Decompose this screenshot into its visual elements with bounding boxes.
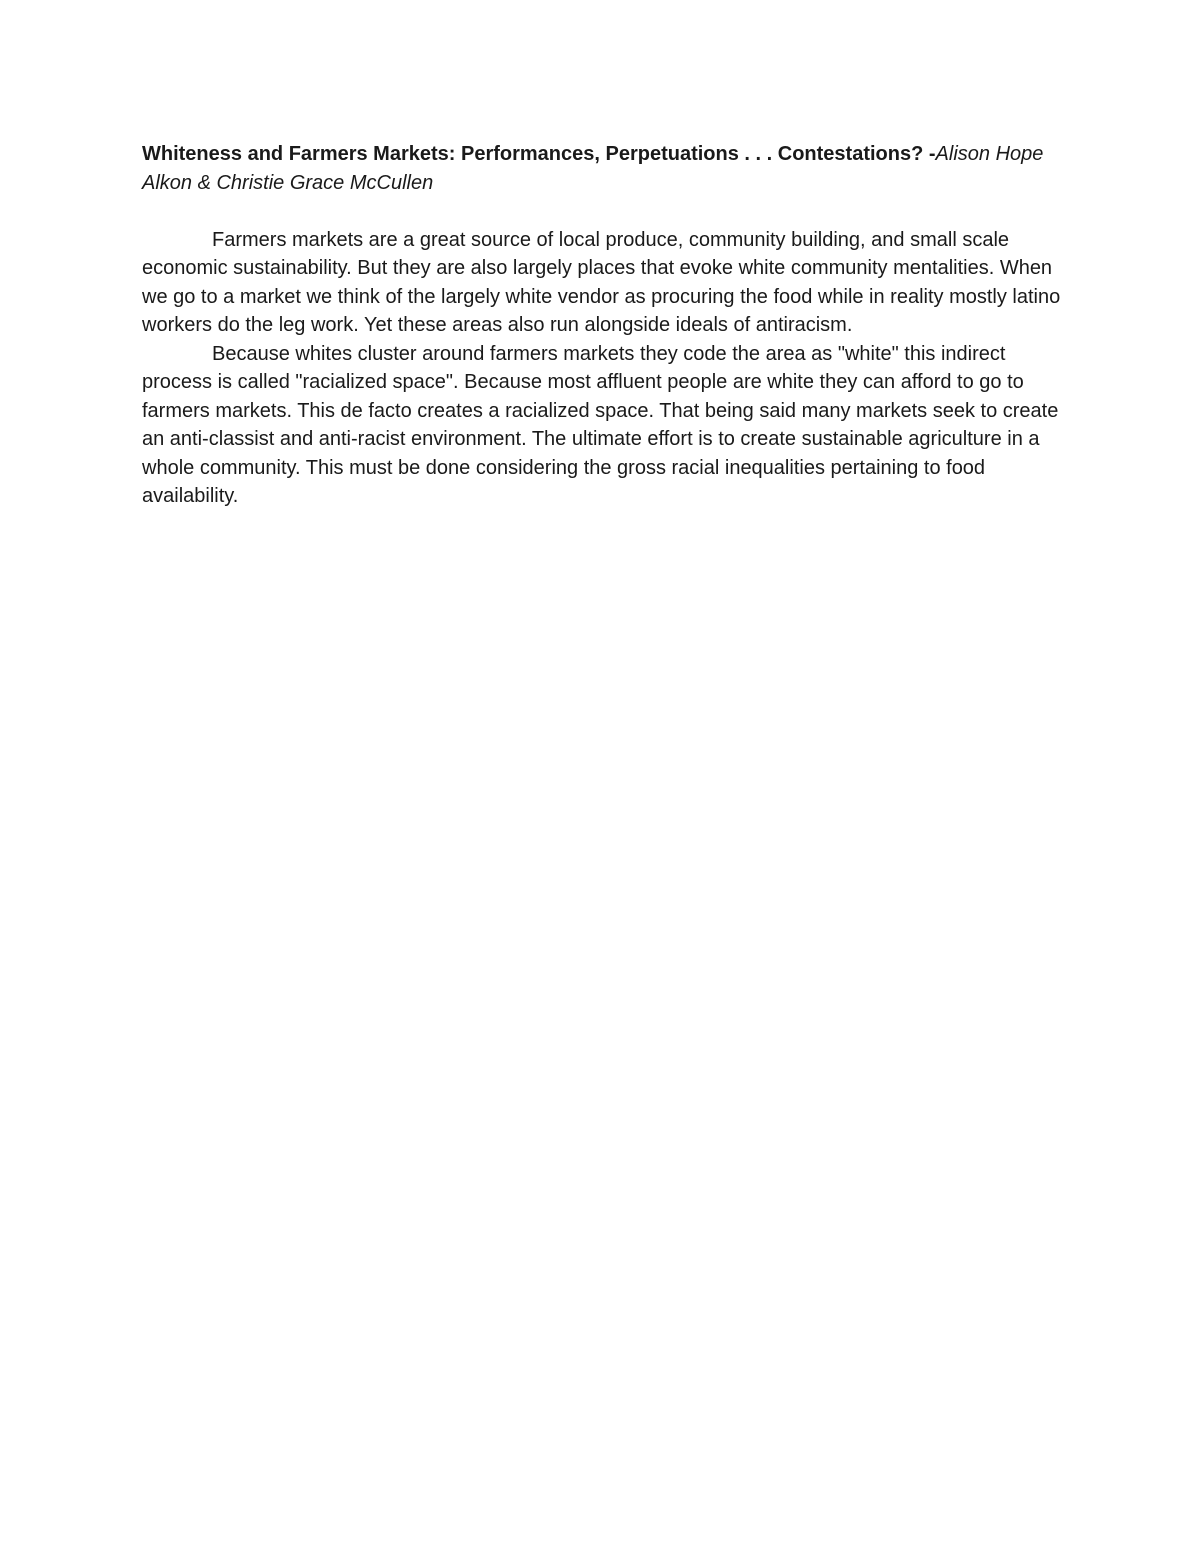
document-authors: Alison Hope Alkon & Christie Grace McCullen <box>142 143 1044 194</box>
document-heading <box>142 140 1062 197</box>
document-body <box>142 140 1062 511</box>
document-title: Whiteness and Farmers Markets: Performances, Perpetuations . . . Contestations? - <box>142 143 936 165</box>
paragraph: Farmers markets are a great source of local produce, community building, and small scale economic sustainability. But they are also largely places that evoke white community mentalities. When we go to a market we think of the largely white vendor as procuring the food while in reality mostly latino workers do the leg work. Yet these areas also run alongside ideals of antiracism. <box>142 228 1061 336</box>
paragraph: Because whites cluster around farmers markets they code the area as "white" this indirect process is called "racialized space". Because most affluent people are white they can afford to go to farmers markets. This de facto creates a racialized space. That being said many markets seek to create an anti-classist and anti-racist environment. The ultimate effort is to create sustainable agriculture in a whole community. This must be done considering the gross racial inequalities pertaining to food availability. <box>142 342 1059 507</box>
